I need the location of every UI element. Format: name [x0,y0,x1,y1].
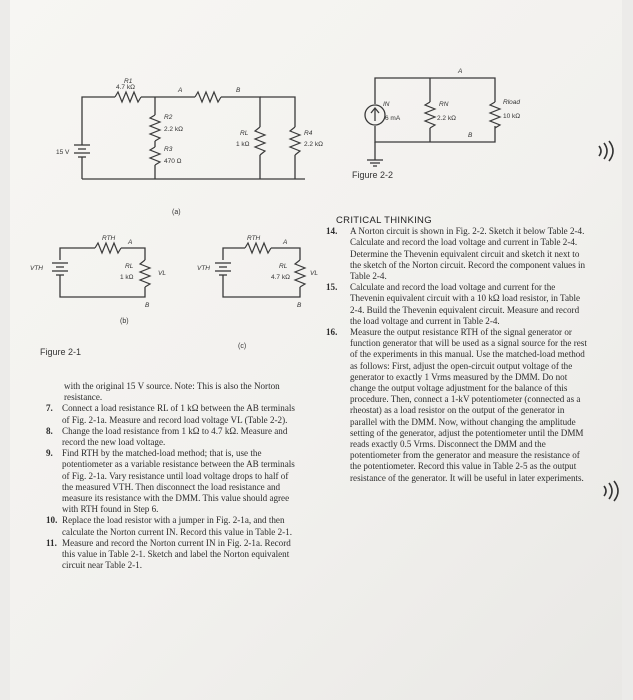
rl-value: 1 kΩ [236,141,250,148]
in-value: 6 mA [385,115,401,122]
node-a-label: A [178,87,183,94]
node-b-label: B [297,302,302,309]
watermark-shape: ​ [401,170,409,219]
step-14: 14. A Norton circuit is shown in Fig. 2-2. Sketch it below Table 2-4. Calculate and record the load voltage and current in Table 2-4. Determine the Thevenin equivalent circuit and sketch it next to the sketch of the Norton circuit. Record the component values in Table 2-4. [326,226,586,282]
step-16: 16. Measure the output resistance RTH of the signal generator or function generator that will be used as a signal source for the rest of the experiments in this manual. Use the matched-load method as follows: First, adjust the open-circuit output voltage of the generator to exactly 1 Vrms measured by the DMM. Do not change the output voltage adjustment for the balance of this procedure. Then, connect a 1-kV potentiometer (connected as a rheostat) as a load resistor on the output of the generator in parallel with the DMM. Now, without changing the amplitude setting of the generator, adjust the potentiometer until the DMM reads exactly 0.5 Vrms. Disconnect the DMM and the potentiometer from the generator and measure the resistance of the potentiometer. Record this value in Table 2-5 as the output resistance of the generator. It will be useful in later experiments. [326,327,587,483]
panel-b-label: (b) [120,318,129,325]
node-a-label: A [128,239,133,246]
step-8: 8. Change the load resistance from 1 kΩ to 4.7 kΩ. Measure and record the new load voltage. [46,425,288,448]
step-11: 11. Measure and record the Norton current IN in Fig. 2-1a. Record this value in Table 2-1. Sketch and label the Norton equivalent circuit near Table 2-1. [46,537,291,571]
rth-label: RTH [102,235,116,242]
sound-waves-icon [595,140,617,168]
sound-waves-icon [600,480,622,508]
node-b-label: B [236,87,241,94]
rn-value: 2.2 kΩ [437,115,456,122]
step-10: 10. Replace the load resistor with a jumper in Fig. 2-1a, and then calculate the Norton current IN. Record this value in Table 2-1. [46,515,292,537]
rload-label: Rload [503,99,520,106]
circuit-fig-2-2 [355,62,530,172]
step-15: 15. Calculate and record the load voltage and current for the Thevenin equivalent circuit with a 10 kΩ load resistor, in Table 2-4. Build the Thevenin equivalent circuit. Measure and record the load voltage and current in Table 2-4. [326,282,581,326]
node-b-label: B [145,302,150,309]
rl-symbol: RL [279,263,288,270]
step-9: 9. Find RTH by the matched-load method; that is, use the potentiometer as a variable resistance between the AB terminals of Fig. 2-1a. Vary resistance until load voltage drops to half of the measured VTH. Then disconnect the load resistance and measure its resistance with the DMM. This value should agree with RTH found in Step 6. [46,448,295,515]
r3-symbol: R3 [164,146,173,153]
rn-label: RN [439,101,449,108]
circuit-fig-2-1a [56,75,340,190]
right-text-column [326,215,588,484]
node-a-label: A [458,68,463,75]
vth-label: VTH [197,265,210,272]
vth-label: VTH [30,265,43,272]
r2-value: 2.2 kΩ [164,126,183,133]
continued-paragraph: with the original 15 V source. Note: This is also the Norton resistance. [64,381,280,403]
rl-symbol: RL [240,130,249,137]
node-a-label: A [283,239,288,246]
circuit-fig-2-1c [197,235,345,310]
panel-a-label: (a) [172,209,181,216]
r3-value: 470 Ω [164,158,182,165]
figure-2-2-caption: Figure 2-2 [352,170,394,180]
vl-label: VL [158,270,166,277]
in-label: IN [383,101,390,108]
circuit-fig-2-1b [30,235,200,310]
r4-symbol: R4 [304,130,313,137]
rl-value: 1 kΩ [120,274,134,281]
rl-symbol: RL [125,263,134,270]
step-7: 7. Connect a load resistance RL of 1 kΩ between the AB terminals of Fig. 2-1a. Measure and record load voltage VL (Table 2-2). [46,403,295,425]
r2-symbol: R2 [164,114,173,121]
vl-label: VL [310,270,318,277]
left-text-column [46,381,298,571]
critical-thinking-heading: CRITICAL THINKING [336,215,432,226]
panel-c-label: (c) [238,343,247,350]
r1-symbol: R1 [124,78,133,85]
rload-value: 10 kΩ [503,113,521,120]
source-label: 15 V [56,149,70,156]
r4-value: 2.2 kΩ [304,141,323,148]
node-b-label: B [468,132,473,139]
r1-value: 4.7 kΩ [116,84,135,91]
rl-value: 4.7 kΩ [271,274,290,281]
textbook-page [10,0,622,700]
rth-label: RTH [247,235,261,242]
figure-2-1-caption: Figure 2-1 [40,347,82,357]
